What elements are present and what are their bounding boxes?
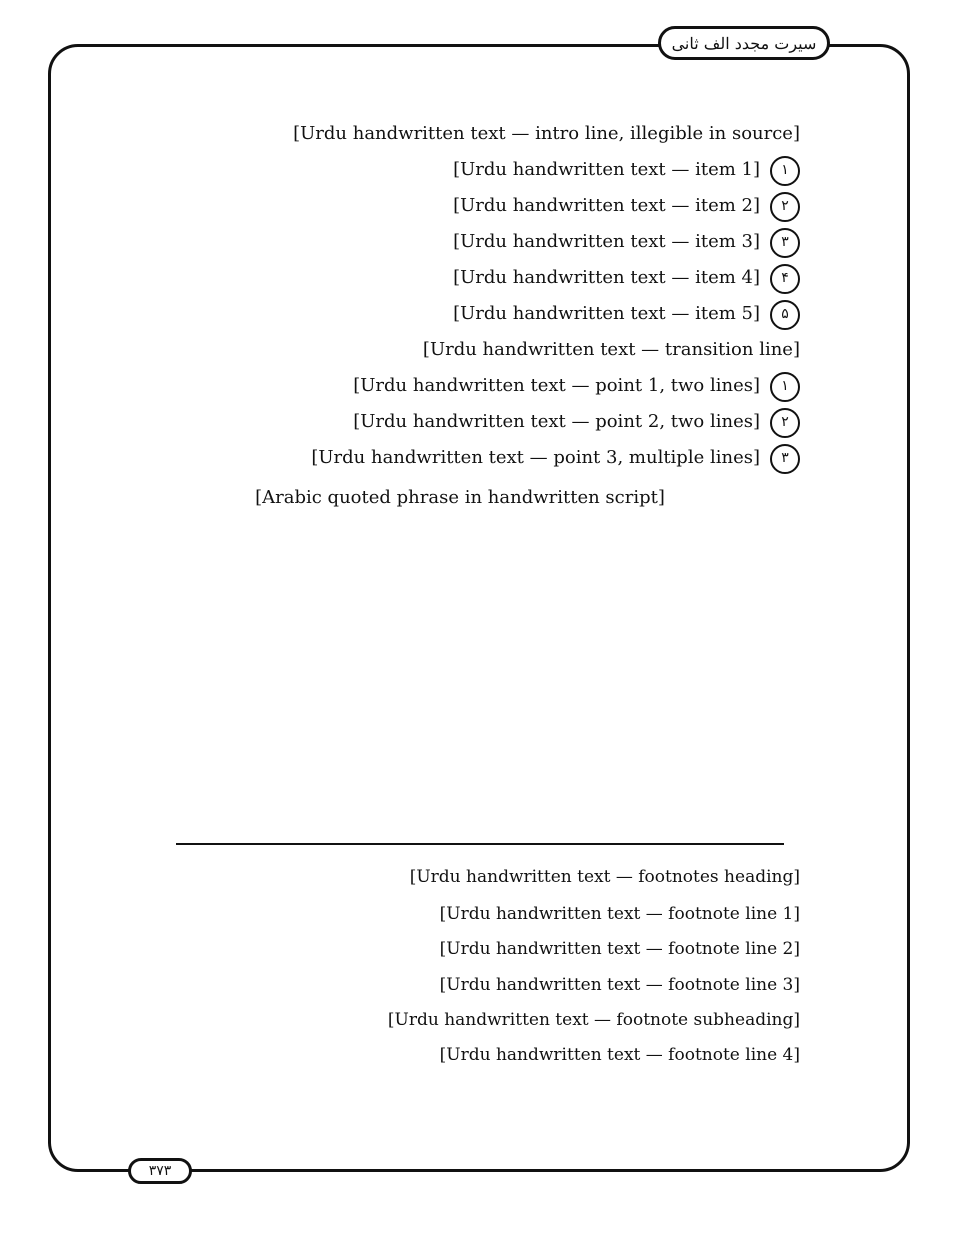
item-number-badge: ۱ (770, 156, 800, 186)
item-number-badge: ۴ (770, 264, 800, 294)
item-text: [Urdu handwritten text — item 5] (453, 302, 760, 324)
item-text: [Urdu handwritten text — point 2, two lines] (353, 410, 760, 432)
list-item (120, 372, 800, 402)
page-number-badge (128, 1158, 192, 1184)
item-number-badge: ۲ (770, 192, 800, 222)
item-number-badge: ۳ (770, 228, 800, 258)
intro-line: [Urdu handwritten text — intro line, illegible in source] (293, 123, 800, 144)
list-verification (120, 372, 800, 474)
list-item (120, 192, 800, 222)
list-item (120, 300, 800, 330)
list-item (120, 156, 800, 186)
footnote-divider (176, 843, 784, 845)
running-header-title: سیرت مجدد الف ثانی (671, 33, 817, 53)
item-text: [Urdu handwritten text — point 1, two lines] (353, 374, 760, 396)
footnotes-block (200, 860, 800, 1077)
item-text: [Urdu handwritten text — item 1] (453, 158, 760, 180)
footnote-subheading: [Urdu handwritten text — footnote subheading] (387, 1009, 800, 1030)
footnote-line: [Urdu handwritten text — footnote line 3] (439, 974, 800, 995)
item-number-badge: ۱ (770, 372, 800, 402)
main-content (120, 120, 800, 512)
transition-line: [Urdu handwritten text — transition line] (422, 338, 800, 360)
footnote-line: [Urdu handwritten text — footnote line 4] (439, 1044, 800, 1065)
footnotes-heading: [Urdu handwritten text — footnotes heading] (409, 867, 800, 887)
footnote-line: [Urdu handwritten text — footnote line 1] (439, 904, 800, 925)
item-text: [Urdu handwritten text — point 3, multiple lines] (311, 446, 760, 468)
item-text: [Urdu handwritten text — item 3] (453, 230, 760, 252)
list-item (120, 408, 800, 438)
item-number-badge: ۵ (770, 300, 800, 330)
item-number-badge: ۲ (770, 408, 800, 438)
item-number-badge: ۳ (770, 444, 800, 474)
page-number: ۳۷۳ (148, 1163, 172, 1179)
item-text: [Urdu handwritten text — item 4] (453, 266, 760, 288)
arabic-quote: [Arabic quoted phrase in handwritten script] (255, 486, 665, 508)
list-attributes (120, 156, 800, 330)
footnote-line: [Urdu handwritten text — footnote line 2] (439, 939, 800, 960)
running-header (658, 26, 830, 60)
item-text: [Urdu handwritten text — item 2] (453, 194, 760, 216)
list-item (120, 264, 800, 294)
list-item (120, 444, 800, 474)
list-item (120, 228, 800, 258)
